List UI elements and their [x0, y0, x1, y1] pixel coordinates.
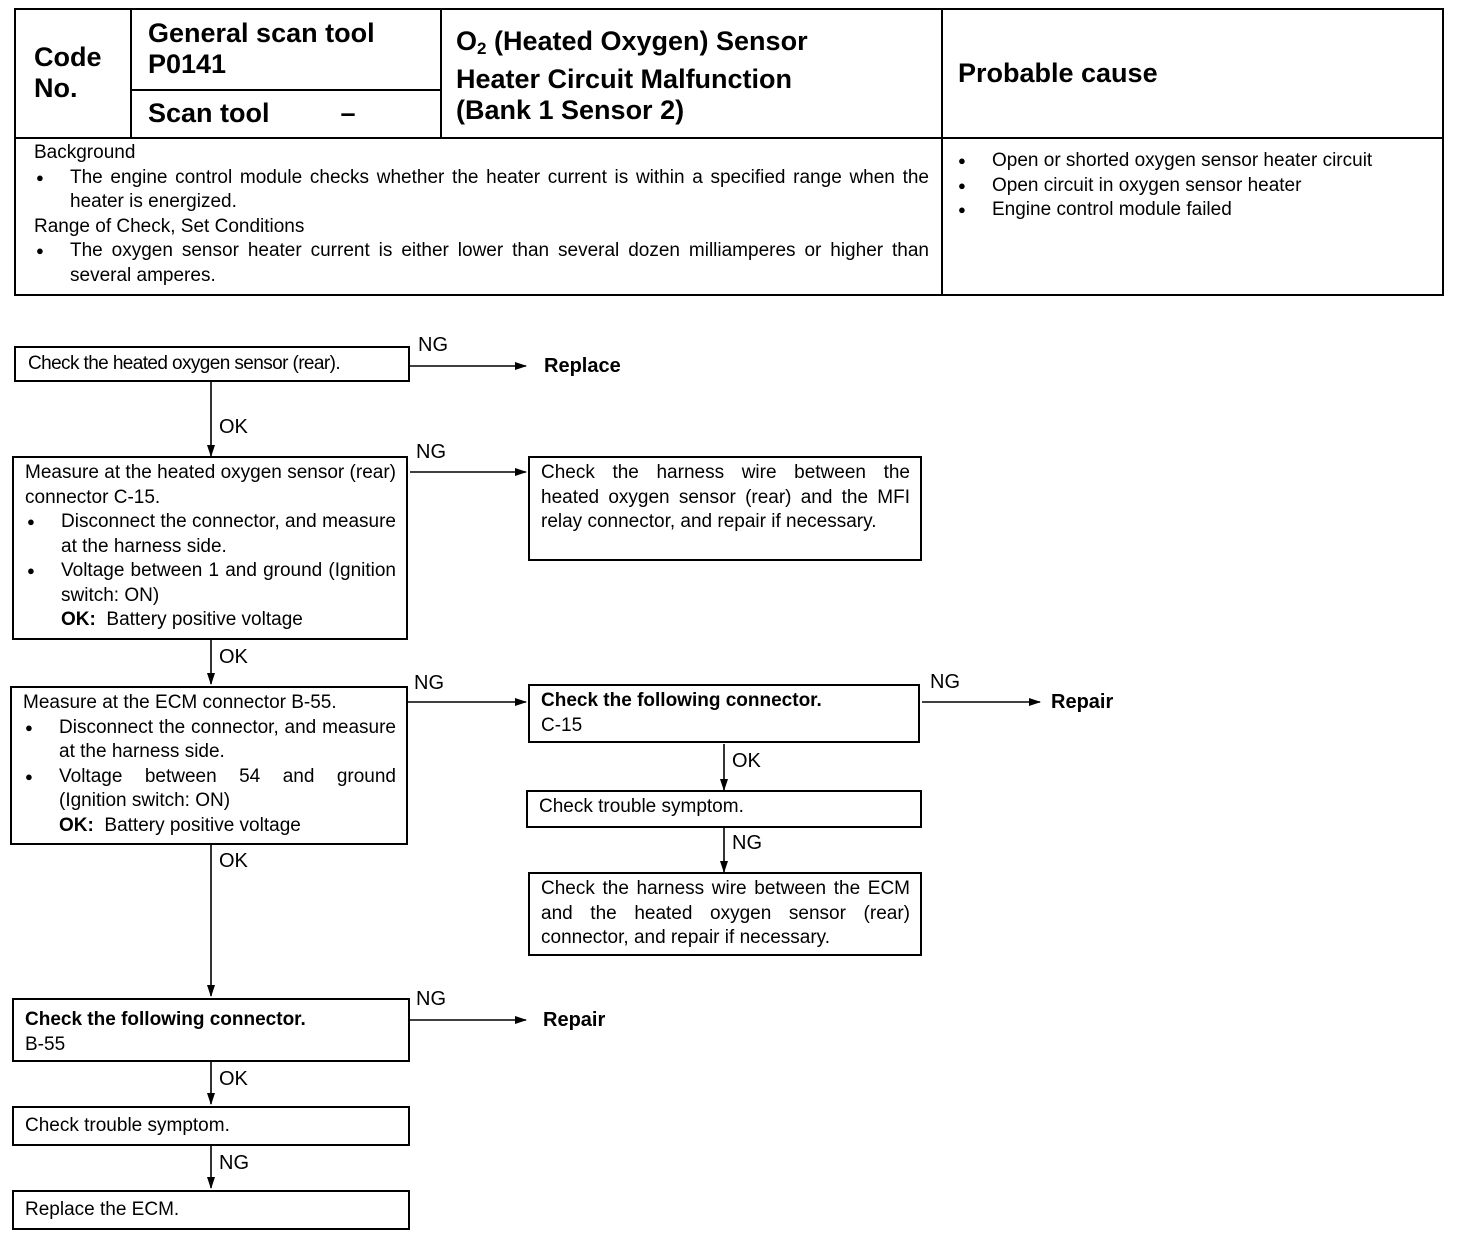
dtc-title-o: O [456, 26, 478, 56]
step-check-oxygen-sensor: Check the heated oxygen sensor (rear). [14, 346, 410, 382]
probable-cause-item: ● Engine control module failed [956, 198, 1440, 223]
dtc-title-line1: (Heated Oxygen) Sensor [486, 26, 808, 56]
ok-label: OK [219, 646, 248, 668]
ng-label: NG [930, 671, 960, 693]
result-repair: Repair [1051, 691, 1114, 713]
step-bullet: ● Disconnect the connector, and measure at the harness side. [23, 716, 396, 765]
ok-condition-value: Battery positive voltage [106, 609, 303, 630]
scan-tool-value: – [340, 98, 356, 128]
general-scan-tool-label: General scan tool [148, 18, 375, 48]
step-check-harness-mfi: Check the harness wire between the heated oxygen sensor (rear) and the MFI relay connector, and repair if necessary. [528, 456, 922, 561]
step-title: Check the following connector. [541, 690, 822, 711]
ok-condition-label: OK: [59, 814, 94, 836]
result-repair: Repair [543, 1009, 606, 1031]
range-bullet: ● The oxygen sensor heater current is either lower than several dozen milliamperes or higher than several amperes. [34, 239, 929, 288]
dtc-title-line2: Heater Circuit Malfunction [456, 64, 793, 94]
ng-label: NG [414, 672, 444, 694]
ok-label: OK [219, 1068, 248, 1090]
ng-label: NG [732, 832, 762, 854]
ng-label: NG [219, 1152, 249, 1174]
step-title: Measure at the heated oxygen sensor (rear) connector C-15. [25, 462, 396, 508]
ok-label: OK [219, 416, 248, 438]
probable-cause-label: Probable cause [958, 58, 1158, 88]
range-heading: Range of Check, Set Conditions [34, 215, 305, 237]
step-check-trouble-symptom-branch: Check trouble symptom. [526, 790, 922, 828]
step-check-harness-ecm: Check the harness wire between the ECM and the heated oxygen sensor (rear) connector, and repair if necessary. [528, 872, 922, 956]
connector-id: B-55 [25, 1033, 66, 1055]
background-bullet: ● The engine control module checks whether the heater current is within a specified range when the heater is energized. [34, 166, 929, 215]
background-heading: Background [34, 142, 136, 163]
step-measure-c15 [12, 456, 408, 640]
connector-id: C-15 [541, 714, 583, 736]
step-measure-b55 [10, 686, 408, 845]
step-check-connector-c15 [528, 684, 920, 743]
code-no-label: Code No. [34, 42, 102, 103]
ok-condition-value: Battery positive voltage [104, 814, 301, 836]
step-title: Measure at the ECM connector B-55. [23, 692, 337, 713]
step-check-connector-b55 [12, 998, 410, 1062]
scan-tool-label: Scan tool [148, 98, 270, 128]
result-replace: Replace [544, 355, 621, 377]
general-scan-tool-code: P0141 [148, 49, 227, 79]
step-replace-ecm: Replace the ECM. [12, 1190, 410, 1230]
step-check-trouble-symptom: Check trouble symptom. [12, 1106, 410, 1146]
probable-cause-item: ● Open circuit in oxygen sensor heater [956, 174, 1440, 199]
ok-condition [23, 814, 396, 839]
ok-condition-label: OK: [61, 609, 96, 630]
ng-label: NG [416, 988, 446, 1010]
step-title: Check the following connector. [25, 1009, 306, 1030]
step-bullet: ● Voltage between 1 and ground (Ignition switch: ON) [25, 559, 396, 608]
ok-condition [25, 608, 396, 633]
dtc-title-line3: (Bank 1 Sensor 2) [456, 95, 685, 125]
ok-label: OK [732, 750, 761, 772]
step-bullet: ● Disconnect the connector, and measure at the harness side. [25, 510, 396, 559]
ok-label: OK [219, 850, 248, 872]
ng-label: NG [416, 441, 446, 463]
ng-label: NG [418, 334, 448, 356]
step-bullet: ● Voltage between 54 and ground (Ignition switch: ON) [23, 765, 396, 814]
dtc-title-subscript: 2 [477, 39, 487, 58]
probable-cause-item: ● Open or shorted oxygen sensor heater circuit [956, 149, 1440, 174]
